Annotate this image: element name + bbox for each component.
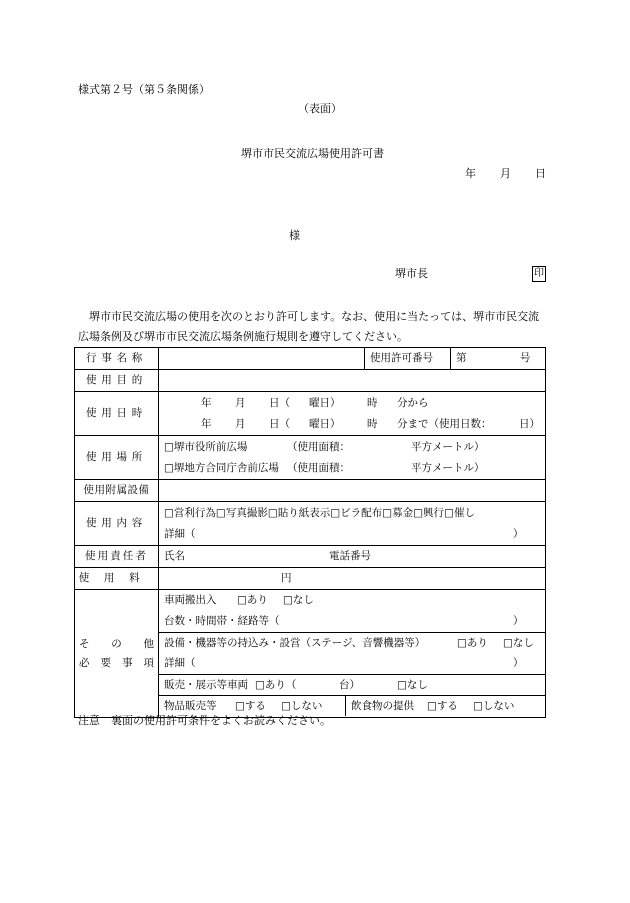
dt2-weekday: 曜日）	[309, 417, 341, 430]
place-option-gov-office[interactable]: □堺地方合同庁舎前広場	[164, 461, 279, 474]
equipment-details-close: ）	[513, 657, 524, 669]
place2-area-label: （使用面積：	[287, 461, 350, 474]
other-char-1: そ	[79, 638, 90, 650]
name-label: 氏名	[164, 550, 185, 562]
label-event-name: 行事名称	[75, 348, 159, 370]
value-datetime[interactable]	[159, 392, 546, 436]
row-event-name	[75, 348, 546, 370]
vehicle-no[interactable]: □なし	[283, 594, 314, 606]
place1-area-unit: 平方メートル）	[411, 440, 485, 453]
label-other	[75, 590, 159, 718]
equipment-no[interactable]: □なし	[503, 637, 534, 649]
other-char-2-glyph-2: 事	[122, 656, 133, 669]
equipment-bring: 設備・機器等の持込み・設営（ステージ、音響機器等）	[164, 637, 426, 649]
form-number: 様式第２号（第５条関係）	[78, 83, 210, 96]
row-other	[75, 590, 546, 718]
permit-prefix: 第	[456, 352, 467, 365]
sales-vehicle-yes[interactable]: □あり（	[255, 679, 297, 691]
other-char-2: 必	[79, 656, 90, 669]
count-time-route: 台数・時間帯・経路等（	[164, 615, 280, 627]
label-purpose: 使用目的	[75, 370, 159, 392]
goods-do-not[interactable]: □しない	[281, 700, 323, 712]
dt2-hour: 時	[367, 417, 378, 430]
dt1-day: 日（	[269, 396, 290, 409]
value-content[interactable]	[159, 502, 546, 546]
value-person[interactable]	[159, 546, 546, 568]
dt1-minute: 分から	[397, 396, 429, 409]
food-do-not[interactable]: □しない	[473, 700, 515, 712]
row-content	[75, 502, 546, 546]
sales-vehicle-no[interactable]: □なし	[397, 679, 428, 691]
food-do[interactable]: □する	[427, 700, 458, 712]
label-other-line1	[75, 639, 158, 650]
dt2-minute-days: 分まで（使用日数：	[397, 417, 492, 430]
row-datetime	[75, 392, 546, 436]
sales-vehicle-units: 台）	[339, 679, 360, 691]
content-options[interactable]: □営利行為□写真撮影□貼り紙表示□ビラ配布□募金□興行□催し	[164, 506, 475, 519]
phone-label: 電話番号	[329, 550, 371, 562]
seal-box: 印	[532, 266, 546, 282]
dt1-month: 月	[235, 396, 246, 409]
sales-vehicle: 販売・展示等車両	[164, 679, 248, 691]
row-person	[75, 546, 546, 568]
goods-do[interactable]: □する	[235, 700, 266, 712]
goods-divider	[345, 696, 346, 716]
footer-note: 注意 裏面の使用許可条件をよくお読みください。	[78, 714, 331, 727]
place1-area-label: （使用面積：	[287, 440, 350, 453]
row-equipment	[75, 480, 546, 502]
dt1-weekday: 曜日）	[309, 396, 341, 409]
date-month: 月	[500, 167, 511, 180]
intro-paragraph: 堺市市民交流広場の使用を次のとおり許可します。なお、使用に当たっては、堺市市民交流広場条例及び堺市市民交流広場条例施行規則を遵守してください。	[78, 310, 540, 343]
date-day: 日	[535, 167, 546, 180]
place2-area-unit: 平方メートル）	[411, 461, 485, 474]
row-fee	[75, 568, 546, 590]
dt2-month: 月	[235, 417, 246, 430]
other-char-1-glyph-1: の	[111, 638, 122, 650]
value-equipment[interactable]	[159, 480, 546, 502]
label-datetime: 使用日時	[75, 392, 159, 436]
place-option-city-hall[interactable]: □堺市役所前広場	[164, 440, 248, 453]
page-side-label: （表面）	[298, 102, 342, 115]
addressee-suffix: 様	[289, 229, 300, 242]
value-purpose[interactable]	[159, 370, 546, 392]
row-place	[75, 436, 546, 480]
content-details-open: 詳細（	[164, 527, 196, 540]
permit-suffix: 号	[519, 352, 531, 365]
dt1-year: 年	[201, 396, 212, 409]
date-year: 年	[465, 167, 476, 180]
content-details-close: ）	[513, 527, 524, 540]
permit-table	[74, 347, 546, 718]
value-other[interactable]	[159, 590, 546, 718]
equipment-details-open: 詳細（	[164, 657, 196, 669]
label-other-line2	[75, 658, 158, 669]
label-person: 使用責任者	[75, 546, 159, 568]
label-fee: 使用料	[75, 568, 159, 590]
dt2-day: 日（	[269, 417, 290, 430]
label-equipment: 使用附属設備	[75, 480, 159, 502]
other-char-1-glyph-2: 他	[143, 638, 154, 650]
document-title: 堺市市民交流広場使用許可書	[241, 147, 384, 160]
food-service: 飲食物の提供	[351, 700, 414, 712]
issuer: 堺市長	[395, 267, 428, 280]
fee-unit: 円	[281, 572, 292, 584]
value-permit-number[interactable]	[451, 348, 546, 370]
other-char-2-glyph-3: 項	[143, 656, 154, 669]
label-place: 使用場所	[75, 436, 159, 480]
value-event-name[interactable]	[159, 348, 365, 370]
count-close: ）	[513, 615, 524, 627]
goods-sales: 物品販売等	[164, 700, 217, 712]
dt1-hour: 時	[367, 396, 378, 409]
equipment-yes[interactable]: □あり	[457, 637, 488, 649]
label-content: 使用内容	[75, 502, 159, 546]
label-permit-number: 使用許可番号	[365, 348, 451, 370]
value-place[interactable]	[159, 436, 546, 480]
dt2-days-end: 日）	[519, 417, 540, 430]
vehicle-yes[interactable]: □あり	[237, 594, 268, 606]
dt2-year: 年	[201, 417, 212, 430]
vehicle-label: 車両搬出入	[164, 594, 217, 606]
value-fee[interactable]	[159, 568, 546, 590]
other-char-2-glyph-1: 要	[100, 656, 111, 669]
row-purpose	[75, 370, 546, 392]
